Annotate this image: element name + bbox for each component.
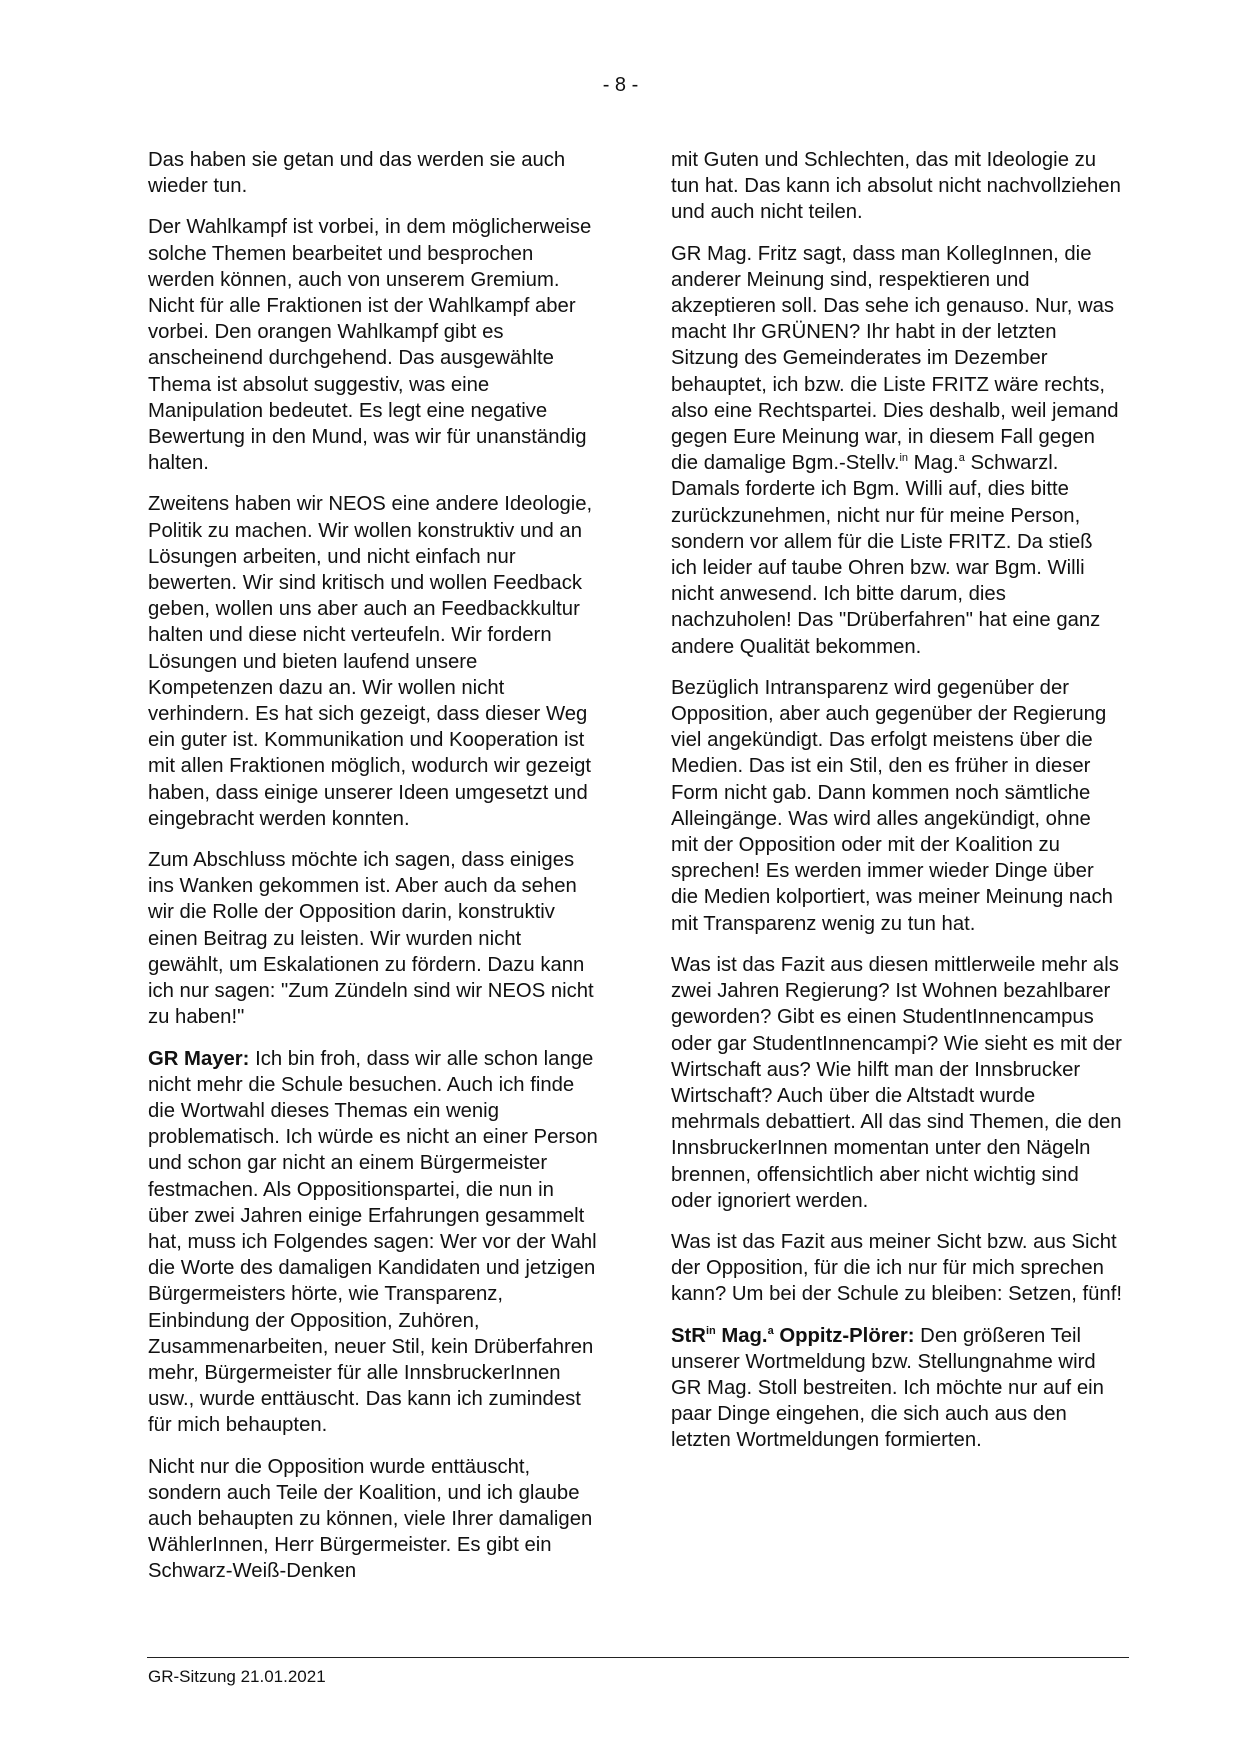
paragraph bbox=[671, 1323, 1123, 1454]
paragraph bbox=[671, 241, 1123, 660]
text-part: Mag. bbox=[908, 452, 959, 475]
paragraph: Was ist das Fazit aus diesen mittlerweile mehr als zwei Jahren Regierung? Ist Wohnen bezahlbarer geworden? Gibt es einen StudentInnencampus oder gar StudentInnencampi? Wie sieht es mit der Wirtschaft aus? Wie hilft man der Innsbrucker Wirtschaft? Auch über die Altstadt wurde mehrmals debattiert. All das sind Themen, die den InnsbruckerInnen momentan unter den Nägeln brennen, offensichtlich aber nicht wichtig sind oder ignoriert werden. bbox=[671, 953, 1122, 1212]
superscript: in bbox=[899, 452, 909, 465]
paragraph: Der Wahlkampf ist vorbei, in dem möglicherweise solche Themen bearbeitet und besprochen werden können, auch von unserem Gremium. Nicht für alle Fraktionen ist der Wahlkampf aber vorbei. Den orangen Wahlkampf gibt es anscheinend durchgehend. Das ausgewählte Thema ist absolut suggestiv, was eine Manipulation bedeutet. Es legt eine negative Bewertung in den Mund, was wir für unanständig halten. bbox=[148, 216, 592, 475]
paragraph: Das haben sie getan und das werden sie auch wieder tun. bbox=[148, 149, 566, 198]
superscript: in bbox=[705, 1324, 716, 1337]
speaker-name: GR Mayer: bbox=[148, 1047, 250, 1070]
speech-text: Den größeren Teil unserer Wortmeldung bzw. Stellungnahme wird GR Mag. Stoll bestreiten. Ich möchte nur auf ein paar Dinge eingehen, die sich auch aus den letzten Wortmeldungen formierten. bbox=[671, 1324, 1104, 1452]
footer-label: GR-Sitzung 21.01.2021 bbox=[148, 1667, 326, 1686]
paragraph: Zweitens haben wir NEOS eine andere Ideologie, Politik zu machen. Wir wollen konstruktiv und an Lösungen arbeiten, und nicht einfach nur bewerten. Wir sind kritisch und wollen Feedback geben, wollen uns aber auch an Feedbackkultur halten und diese nicht verteufeln. Wir fordern Lösungen und bieten laufend unsere Kompetenzen dazu an. Wir wollen nicht verhindern. Es hat sich gezeigt, dass dieser Weg ein guter ist. Kommunikation und Kooperation ist mit allen Fraktionen möglich, wodurch wir gezeigt haben, dass einige unserer Ideen umgesetzt und eingebracht werden konnten. bbox=[148, 493, 593, 830]
superscript: a bbox=[958, 452, 965, 465]
paragraph: Zum Abschluss möchte ich sagen, dass einiges ins Wanken gekommen ist. Aber auch da sehen wir die Rolle der Opposition darin, konstruktiv einen Beitrag zu leisten. Wir wurden nicht gewählt, um Eskalationen zu fördern. Dazu kann ich nur sagen: "Zum Zündeln sind wir NEOS nicht zu haben!" bbox=[148, 849, 594, 1029]
footer-divider bbox=[147, 1657, 1129, 1658]
paragraph: Bezüglich Intransparenz wird gegenüber der Opposition, aber auch gegenüber der Regierung viel angekündigt. Das erfolgt meistens über die Medien. Das ist ein Stil, den es früher in dieser Form nicht gab. Dann kommen noch sämtliche Alleingänge. Was wird alles angekündigt, ohne mit der Opposition oder mit der Koalition zu sprechen! Es werden immer wieder Dinge über die Medien kolportiert, was meiner Meinung nach mit Transparenz wenig zu tun hat. bbox=[671, 676, 1113, 935]
speaker-part: Oppitz-Plörer: bbox=[773, 1324, 915, 1347]
text-part: GR Mag. Fritz sagt, dass man KollegInnen, die anderer Meinung sind, respektieren und akzeptieren soll. Das sehe ich genauso. Nur, was macht Ihr GRÜNEN? Ihr habt in der letzten Sitzung des Gemeinderates im Dezember behauptet, ich bzw. die Liste FRITZ wäre rechts, also eine Rechtspartei. Dies deshalb, weil jemand gegen Eure Meinung war, in diesem Fall gegen die damalige Bgm.-Stellv. bbox=[671, 242, 1119, 475]
paragraph: mit Guten und Schlechten, das mit Ideologie zu tun hat. Das kann ich absolut nicht nachvollziehen und auch nicht teilen. bbox=[671, 149, 1121, 224]
paragraph: Nicht nur die Opposition wurde enttäuscht, sondern auch Teile der Koalition, und ich glaube auch behaupten zu können, viele Ihrer damaligen WählerInnen, Herr Bürgermeister. Es gibt ein Schwarz-Weiß-Denken bbox=[148, 1455, 593, 1583]
right-column bbox=[671, 147, 1123, 1469]
text-part: Schwarzl. Damals forderte ich Bgm. Willi auf, dies bitte zurückzunehmen, nicht nur für meine Person, sondern vor allem für die Liste FRITZ. Da stieß ich leider auf taube Ohren bzw. war Bgm. Willi nicht anwesend. Ich bitte darum, dies nachzuholen! Das "Drüberfahren" hat eine ganz andere Qualität bekommen. bbox=[671, 452, 1101, 658]
paragraph bbox=[148, 1046, 600, 1439]
paragraph: Was ist das Fazit aus meiner Sicht bzw. aus Sicht der Opposition, für die ich nur für mich sprechen kann? Um bei der Schule zu bleiben: Setzen, fünf! bbox=[671, 1230, 1122, 1306]
left-column bbox=[148, 147, 600, 1600]
speech-text: Ich bin froh, dass wir alle schon lange nicht mehr die Schule besuchen. Auch ich finde die Wortwahl dieses Themas ein wenig problematisch. Ich würde es nicht an einer Person und schon gar nicht an einem Bürgermeister festmachen. Als Oppositionspartei, die nun in über zwei Jahren einige Erfahrungen gesammelt hat, muss ich Folgendes sagen: Wer vor der Wahl die Worte des damaligen Kandidaten und jetzigen Bürgermeisters hörte, wie Transparenz, Einbindung der Opposition, Zuhören, Zusammenarbeiten, neuer Stil, kein Drüberfahren mehr, Bürgermeister für alle InnsbruckerInnen usw., wurde enttäuscht. Das kann ich zumindest für mich behaupten. bbox=[148, 1047, 598, 1437]
speaker-part: Mag. bbox=[715, 1324, 768, 1347]
superscript: a bbox=[767, 1324, 774, 1337]
speaker-part: StR bbox=[671, 1324, 706, 1347]
speaker-name bbox=[671, 1325, 915, 1347]
page-number: - 8 - bbox=[602, 74, 639, 96]
